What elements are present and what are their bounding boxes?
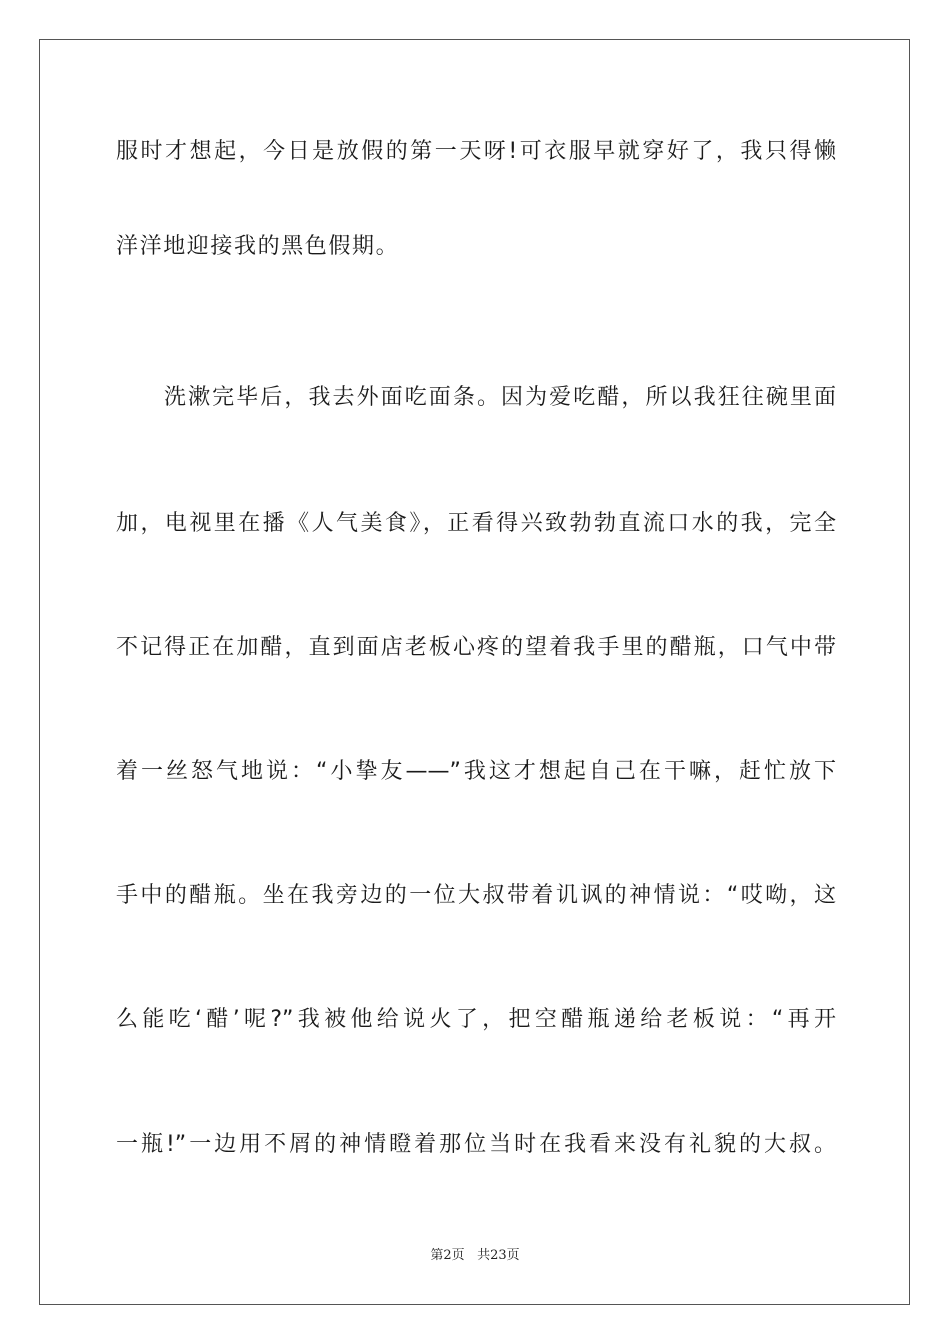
paragraph-line: 么能吃‘醋’呢?”我被他给说火了，把空醋瓶递给老板说：“再开 — [116, 1007, 836, 1032]
paragraph-line: 洗漱完毕后，我去外面吃面条。因为爱吃醋，所以我狂往碗里面 — [164, 385, 836, 410]
paragraph-line: 服时才想起，今日是放假的第一天呀!可衣服早就穿好了，我只得懒 — [116, 139, 836, 164]
page-number: 第2页 — [430, 1248, 465, 1263]
paragraph-line: 手中的醋瓶。坐在我旁边的一位大叔带着讥讽的神情说：“哎呦，这 — [116, 883, 836, 908]
total-pages: 共23页 — [477, 1248, 520, 1263]
paragraph-line: 不记得正在加醋，直到面店老板心疼的望着我手里的醋瓶，口气中带 — [116, 635, 836, 660]
paragraph-line: 洋洋地迎接我的黑色假期。 — [116, 234, 400, 259]
paragraph-line: 一瓶!”一边用不屑的神情瞪着那位当时在我看来没有礼貌的大叔。 — [116, 1132, 836, 1157]
page-frame — [39, 39, 910, 1305]
paragraph-line: 着一丝怒气地说：“小挚友——”我这才想起自己在干嘛，赶忙放下 — [116, 759, 836, 784]
paragraph-line: 加，电视里在播《人气美食》，正看得兴致勃勃直流口水的我，完全 — [116, 511, 836, 536]
page-footer — [0, 1247, 950, 1265]
